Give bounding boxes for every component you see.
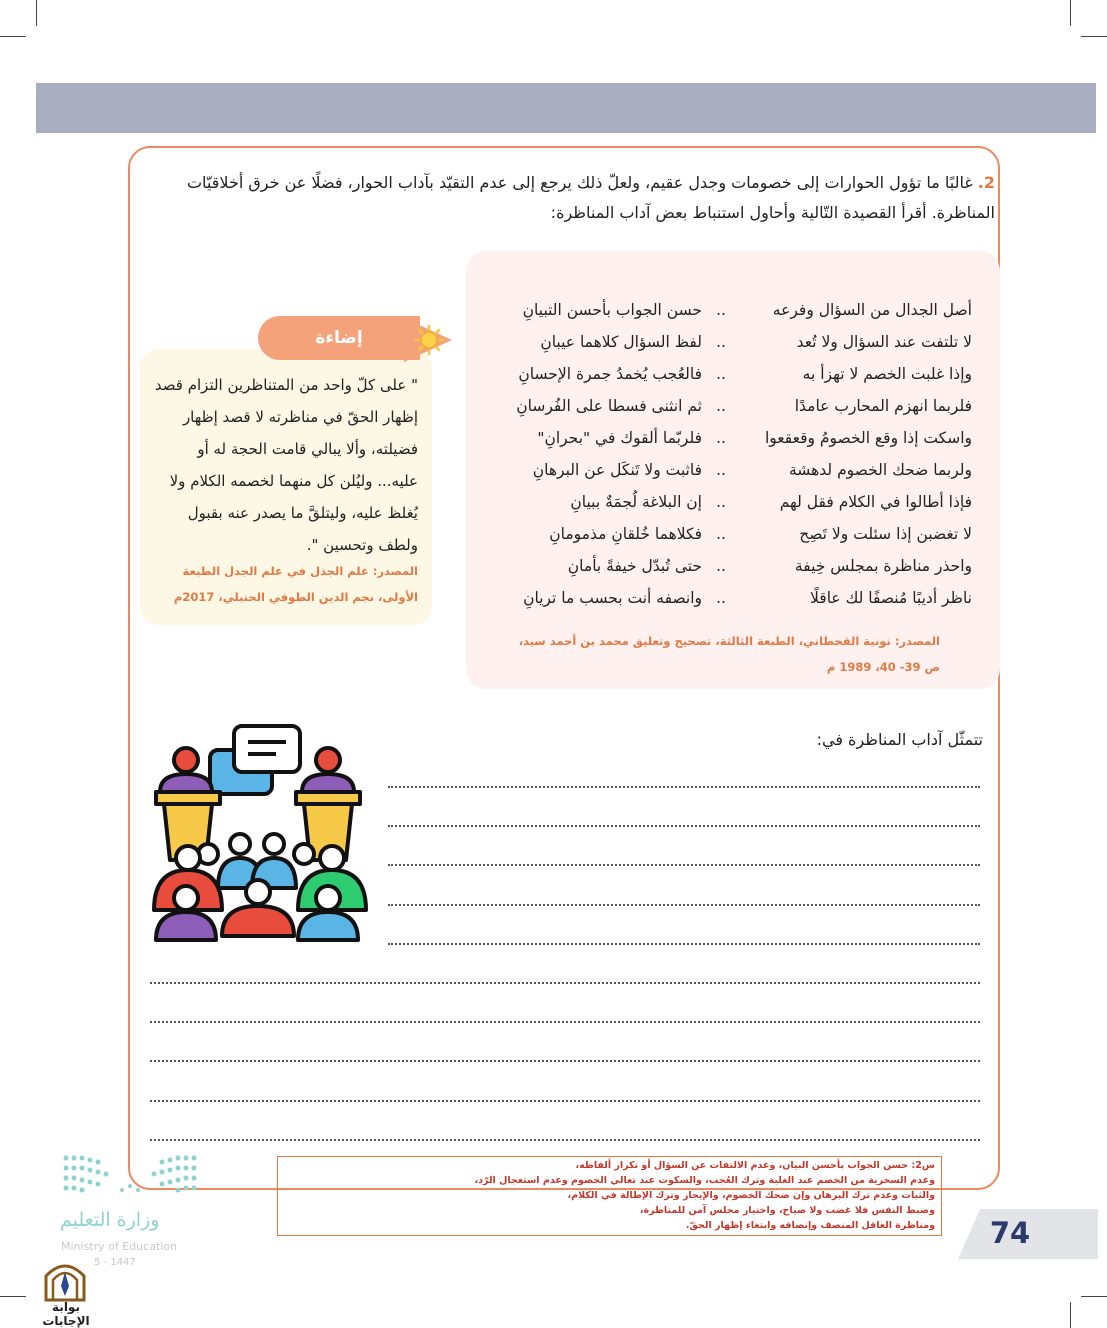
crop-mark xyxy=(0,1296,26,1297)
poem-hemistich-first: ولربما ضحك الخصوم لدهشة xyxy=(788,461,972,479)
poem-hemistich-second: فلربّما ألقوك في "بحرانِ" xyxy=(537,429,702,447)
poem-hemistich-first: ناظر أديبًا مُنصفًا لك عاقلًا xyxy=(810,589,972,607)
poem-separator: .. xyxy=(716,429,726,447)
poem-verse xyxy=(478,582,972,614)
poem-hemistich-second: فاثبت ولا تَنكَل عن البرهانِ xyxy=(532,461,702,479)
answer-key-box xyxy=(277,1156,942,1236)
poem-hemistich-second: ثم انثنى فسطا على الفُرسانِ xyxy=(516,397,702,415)
crop-mark xyxy=(1070,1302,1071,1328)
answer-line[interactable] xyxy=(388,786,980,788)
site-logo-text: بوابة الإجابات xyxy=(42,1300,90,1328)
ministry-name-arabic: وزارة التعليم xyxy=(60,1209,160,1231)
poem-separator: .. xyxy=(716,493,726,511)
poem-verse xyxy=(478,518,972,550)
answer-key-line: وعدم السخرية من الخصم عند الغلبة وترك العُجب، والسكوت عند تعالي الخصوم وعدم استعجال الرّد، xyxy=(474,1175,935,1186)
poem-verse xyxy=(478,422,972,454)
poem-separator: .. xyxy=(716,461,726,479)
crop-mark xyxy=(0,36,26,37)
answer-line[interactable] xyxy=(150,1100,980,1102)
site-logo-icon xyxy=(42,1258,88,1302)
poem-separator: .. xyxy=(716,589,726,607)
poem-hemistich-first: فإذا أطالوا في الكلام فقل لهم xyxy=(779,493,972,511)
poem-hemistich-first: واحذر مناظرة بمجلس خِيفة xyxy=(794,557,972,575)
answer-key-line: س2: حسن الجواب بأحسن البيان، وعدم الالتفات عن السؤال أو تكرار ألفاظه، xyxy=(575,1160,935,1171)
crop-mark xyxy=(1081,36,1107,37)
answer-key-line: ومناظرة العاقل المنصف وإنصافه وابتغاء إظهار الحقّ. xyxy=(685,1220,935,1231)
crop-mark xyxy=(1081,1296,1107,1297)
crop-mark xyxy=(1070,0,1071,26)
answer-line[interactable] xyxy=(150,1139,980,1141)
poem-separator: .. xyxy=(716,525,726,543)
poem-hemistich-second: إن البلاغة لُجمَةٌ ببيانِ xyxy=(570,493,702,511)
edition-year: 5 - 1447 xyxy=(94,1257,136,1268)
poem-hemistich-first: أصل الجدال من السؤال وفرعه xyxy=(772,301,972,319)
poem-source-line: ص 39- 40، 1989 م xyxy=(826,660,940,674)
answer-prompt: تتمثّل آداب المناظرة في: xyxy=(816,730,983,749)
poem-separator: .. xyxy=(716,333,726,351)
answer-key-line: وضبط النفس فلا غضب ولا صياح، واختيار مجلس آمن للمناظرة، xyxy=(639,1205,935,1216)
poem-source-line: المصدر: نونية القحطاني، الطبعة الثالثة، تصحيح وتعليق محمد بن أحمد سيد، xyxy=(518,634,940,648)
poem-hemistich-first: واسكت إذا وقع الخصومُ وقعقعوا xyxy=(764,429,972,447)
answer-key-line: والثبات وعدم ترك البرهان وإن ضحك الخصوم، والإيجاز وترك الإطالة في الكلام، xyxy=(567,1190,935,1201)
answer-line[interactable] xyxy=(388,904,980,906)
answer-line[interactable] xyxy=(388,943,980,945)
poem-verse xyxy=(478,326,972,358)
poem-hemistich-second: فكلاهما خُلقانِ مذمومانِ xyxy=(549,525,702,543)
debate-illustration-icon xyxy=(152,720,372,945)
answer-line[interactable] xyxy=(150,1060,980,1062)
poem-hemistich-second: حتى تُبدّل خيفةً بأمانِ xyxy=(567,557,702,575)
poem-verse xyxy=(478,294,972,326)
poem-hemistich-second: فالعُجب يُخمدُ جمرة الإحسانِ xyxy=(518,365,702,383)
answer-line[interactable] xyxy=(150,982,980,984)
sun-icon xyxy=(404,318,452,362)
activity-intro xyxy=(150,168,995,228)
idaa-source: المصدر: علم الجذل في علم الجدل الطبعة الأولى، نجم الدين الطوفي الحنبلي، 2017م xyxy=(173,564,418,604)
idaa-text: " على كلّ واحد من المتناظرين التزام قصد إظهار الحقّ في مناظرته لا قصد إظهار فضيلته، وألا يبالي قامت الحجة له أو عليه... وليُلن كل منهما لخصمه الكلام ولا يُغلظ عليه، وليتلقَّ ما يصدر عنه بقبول ولطف وتحسين ". xyxy=(154,376,418,554)
poem-hemistich-first: لا تغضبن إذا سئلت ولا تَصِح xyxy=(799,525,972,543)
poem-hemistich-first: لا تلتفت عند السؤال ولا تُعد xyxy=(796,333,972,351)
poem-verse xyxy=(478,454,972,486)
crop-mark xyxy=(36,0,37,26)
poem-separator: .. xyxy=(716,557,726,575)
poem-hemistich-second: وانصفه أنت بحسب ما تريانِ xyxy=(523,589,702,607)
ministry-logo-icon xyxy=(62,1152,202,1200)
poem-verse xyxy=(478,550,972,582)
activity-text: غالبًا ما تؤول الحوارات إلى خصومات وجدل عقيم، ولعلّ ذلك يرجع إلى عدم التقيّد بآداب الحوار، فضلًا عن خرق أخلاقيّات المناظرة. أقرأ القصيدة التّالية وأحاول استنباط بعض آداب المناظرة: xyxy=(186,173,995,222)
poem-separator: .. xyxy=(716,397,726,415)
poem-hemistich-first: وإذا غلبت الخصم لا تهزأ به xyxy=(802,365,972,383)
poem-verse xyxy=(478,390,972,422)
page-number: 74 xyxy=(989,1216,1031,1250)
poem-hemistich-second: حسن الجواب بأحسن التبيانِ xyxy=(522,301,702,319)
activity-number: 2. xyxy=(977,173,995,192)
poem-separator: .. xyxy=(716,301,726,319)
answer-line[interactable] xyxy=(388,864,980,866)
poem-separator: .. xyxy=(716,365,726,383)
answer-line[interactable] xyxy=(388,825,980,827)
poem-source xyxy=(480,628,940,680)
idaa-title: إضاءة xyxy=(258,316,420,360)
poem-hemistich-first: فلربما انهزم المحارب عامدًا xyxy=(794,397,972,415)
poem-verse xyxy=(478,486,972,518)
poem-verse xyxy=(478,358,972,390)
answer-line[interactable] xyxy=(150,1021,980,1023)
poem-hemistich-second: لفظ السؤال كلاهما عيبانِ xyxy=(540,333,702,351)
ministry-name-english: Ministry of Education xyxy=(61,1240,178,1253)
poem-lines xyxy=(478,294,972,614)
header-band xyxy=(36,83,1096,133)
